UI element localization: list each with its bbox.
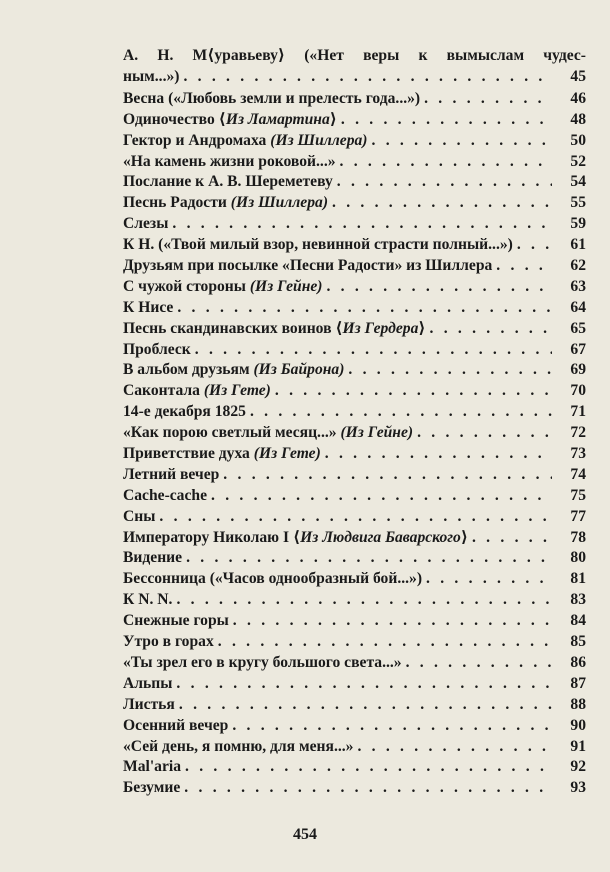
leader-dots (177, 298, 552, 318)
toc-entry-title: Листья (123, 695, 175, 713)
page-number: 91 (570, 737, 586, 755)
translation-source: (Из Шиллера) (270, 131, 368, 149)
toc-entry (123, 694, 586, 715)
toc-entry (123, 631, 586, 652)
page-number: 77 (570, 507, 586, 525)
leader-dots (424, 89, 552, 109)
toc-entry (123, 777, 586, 798)
toc-entry (123, 151, 586, 172)
leader-dots (332, 193, 552, 213)
leader-dots (348, 360, 552, 380)
page-number: 52 (570, 152, 586, 170)
translation-source: Из Гердера (342, 319, 419, 337)
leader-dots (218, 632, 552, 652)
toc-entry-title: Одиночество ⟨Из Ламартина⟩ (123, 110, 337, 128)
toc-entry-title: «Ты зрел его в кругу большого света...» (123, 653, 402, 671)
toc-entry-title: «Сей день, я помню, для меня...» (123, 737, 354, 755)
leader-dots (184, 778, 552, 798)
toc-entry (123, 401, 586, 422)
translation-source: (Из Гете) (253, 445, 321, 463)
toc-entry-title: Проблеск (123, 340, 191, 358)
toc-entry (123, 213, 586, 234)
toc-entry (123, 715, 586, 736)
page-number: 64 (570, 298, 586, 316)
toc-entry (123, 757, 586, 778)
toc-entry-title: Летний вечер (123, 465, 220, 483)
leader-dots (372, 131, 553, 151)
toc-entry-title: С чужой стороны (Из Гейне) (123, 277, 323, 295)
toc-entry (123, 339, 586, 360)
toc-entry (123, 652, 586, 673)
toc-entry-title: К Нисе (123, 298, 174, 316)
leader-dots (250, 402, 552, 422)
toc-entry (123, 527, 586, 548)
page-number: 55 (570, 194, 586, 212)
page-number: 65 (570, 319, 586, 337)
toc-entry (123, 506, 586, 527)
page-number: 74 (570, 465, 586, 483)
leader-dots (406, 653, 552, 673)
toc-entry (123, 589, 586, 610)
toc-entry-title: Послание к А. В. Шереметеву (123, 173, 333, 191)
toc-entry-title: К N. N. (123, 591, 173, 609)
translation-source: (Из Гейне) (249, 277, 323, 295)
leader-dots (496, 256, 552, 276)
toc-entry-title: Безумие (123, 779, 181, 797)
page-number: 46 (570, 89, 586, 107)
leader-dots (185, 757, 552, 777)
leader-dots (223, 465, 552, 485)
page-number: 69 (570, 361, 586, 379)
toc-entry-title: Сны (123, 507, 156, 525)
toc-entry-title: К Н. («Твой милый взор, невинной страсти полный...») (123, 236, 513, 254)
page-number: 87 (570, 674, 586, 692)
leader-dots (341, 110, 552, 130)
translation-source: (Из Шиллера) (230, 194, 329, 212)
toc-entry-title: Cache-cache (123, 486, 207, 504)
toc-entry-title: Приветствие духа (Из Гете) (123, 445, 321, 463)
toc-entry (123, 192, 586, 213)
toc-entry-title: «Как порою светлый месяц...» (Из Гейне) (123, 424, 414, 442)
toc-entry (123, 109, 586, 130)
translation-source: Из Людвига Баварского (300, 528, 461, 546)
toc-entry-title: Снежные горы (123, 612, 229, 630)
leader-dots (195, 340, 552, 360)
leader-dots (275, 381, 552, 401)
page-number: 48 (570, 110, 586, 128)
toc-entry-title: Слезы (123, 215, 169, 233)
toc-entry (123, 130, 586, 151)
leader-dots (211, 486, 552, 506)
leader-dots (233, 611, 552, 631)
page-number: 67 (570, 340, 586, 358)
toc-entry (123, 88, 586, 109)
toc-entry (123, 422, 586, 443)
page-number: 73 (570, 445, 586, 463)
page-number: 63 (570, 277, 586, 295)
page-number: 85 (570, 633, 586, 651)
toc-entry (123, 172, 586, 193)
page-number: 90 (570, 716, 586, 734)
page-folio: 454 (293, 826, 317, 843)
toc-entry (123, 548, 586, 569)
leader-dots (417, 423, 552, 443)
page-number: 61 (570, 236, 586, 254)
page-number: 71 (570, 403, 586, 421)
leader-dots (517, 235, 552, 255)
toc-entry-title: Утро в горах (123, 633, 214, 651)
toc-entry-title: Весна («Любовь земли и прелесть года...») (123, 89, 421, 107)
toc-entry-title: 14-е декабря 1825 (123, 403, 246, 421)
toc-entry-title: Императору Николаю I ⟨Из Людвига Баварского⟩ (123, 528, 468, 546)
page-number: 45 (570, 68, 586, 85)
translation-source: (Из Байрона) (253, 361, 345, 379)
leader-dots (326, 277, 552, 297)
toc-entry-title: Песнь Радости (Из Шиллера) (123, 194, 329, 212)
toc-entry-title: А. Н. М⟨уравьеву⟩ («Нет веры к вымыслам чудес- (123, 47, 586, 64)
leader-dots (430, 319, 552, 339)
page-number: 50 (570, 131, 586, 149)
toc-entry (123, 255, 586, 276)
leader-dots (325, 444, 552, 464)
leader-dots (186, 548, 552, 568)
leader-dots (426, 569, 552, 589)
page-number: 88 (570, 695, 586, 713)
toc-entry (123, 234, 586, 255)
toc-entry-title: Гектор и Андромаха (Из Шиллера) (123, 131, 368, 149)
toc-entry (123, 443, 586, 464)
leader-dots (340, 152, 552, 172)
page-number: 62 (570, 257, 586, 275)
translation-source: Из Ламартина (225, 110, 330, 128)
toc-entry-title: Бессонница («Часов однообразный бой...») (123, 570, 423, 588)
page-number: 78 (570, 528, 586, 546)
page-number: 86 (570, 653, 586, 671)
leader-dots (183, 67, 552, 88)
toc-entry-title: Песнь скандинавских воинов ⟨Из Гердера⟩ (123, 319, 426, 337)
toc-entry (123, 360, 586, 381)
toc-entry (123, 736, 586, 757)
toc-entry (123, 568, 586, 589)
page-number: 93 (570, 779, 586, 797)
toc-entry (123, 464, 586, 485)
translation-source: (Из Гейне) (340, 424, 414, 442)
leader-dots (176, 674, 552, 694)
page-number: 80 (570, 549, 586, 567)
page-number: 83 (570, 591, 586, 609)
leader-dots (172, 214, 552, 234)
toc-entry-title-end: ным...») (123, 68, 180, 85)
toc-entry (123, 610, 586, 631)
toc-entry-title: Альпы (123, 674, 173, 692)
page-number: 81 (570, 570, 586, 588)
toc-entry-title: В альбом друзьям (Из Байрона) (123, 361, 345, 379)
toc-entry-title: Mal'aria (123, 758, 182, 776)
toc-entry (123, 380, 586, 401)
toc-entry (123, 297, 586, 318)
toc-entry (123, 673, 586, 694)
toc-entry (123, 318, 586, 339)
page-number: 59 (570, 215, 586, 233)
page-number: 72 (570, 424, 586, 442)
leader-dots (357, 737, 552, 757)
page-number: 84 (570, 612, 586, 630)
leader-dots (472, 528, 552, 548)
leader-dots (176, 590, 552, 610)
page-number: 92 (570, 758, 586, 776)
toc-entry (123, 485, 586, 506)
toc-entries (123, 88, 586, 798)
leader-dots (159, 507, 552, 527)
toc-entry-title: Саконтала (Из Гете) (123, 382, 271, 400)
table-of-contents (123, 46, 586, 798)
page-number: 70 (570, 382, 586, 400)
toc-entry-title: Осенний вечер (123, 716, 229, 734)
toc-entry-title: Видение (123, 549, 183, 567)
toc-entry-continuation (123, 67, 586, 88)
leader-dots (179, 695, 552, 715)
page-number: 54 (570, 173, 586, 191)
toc-entry-title: Друзьям при посылке «Песни Радости» из Шиллера (123, 257, 493, 275)
translation-source: (Из Гете) (203, 382, 271, 400)
toc-entry (123, 276, 586, 297)
toc-entry-title: «На камень жизни роковой...» (123, 152, 336, 170)
leader-dots (337, 172, 552, 192)
page-number: 75 (570, 486, 586, 504)
toc-entry (123, 46, 586, 88)
leader-dots (232, 716, 552, 736)
